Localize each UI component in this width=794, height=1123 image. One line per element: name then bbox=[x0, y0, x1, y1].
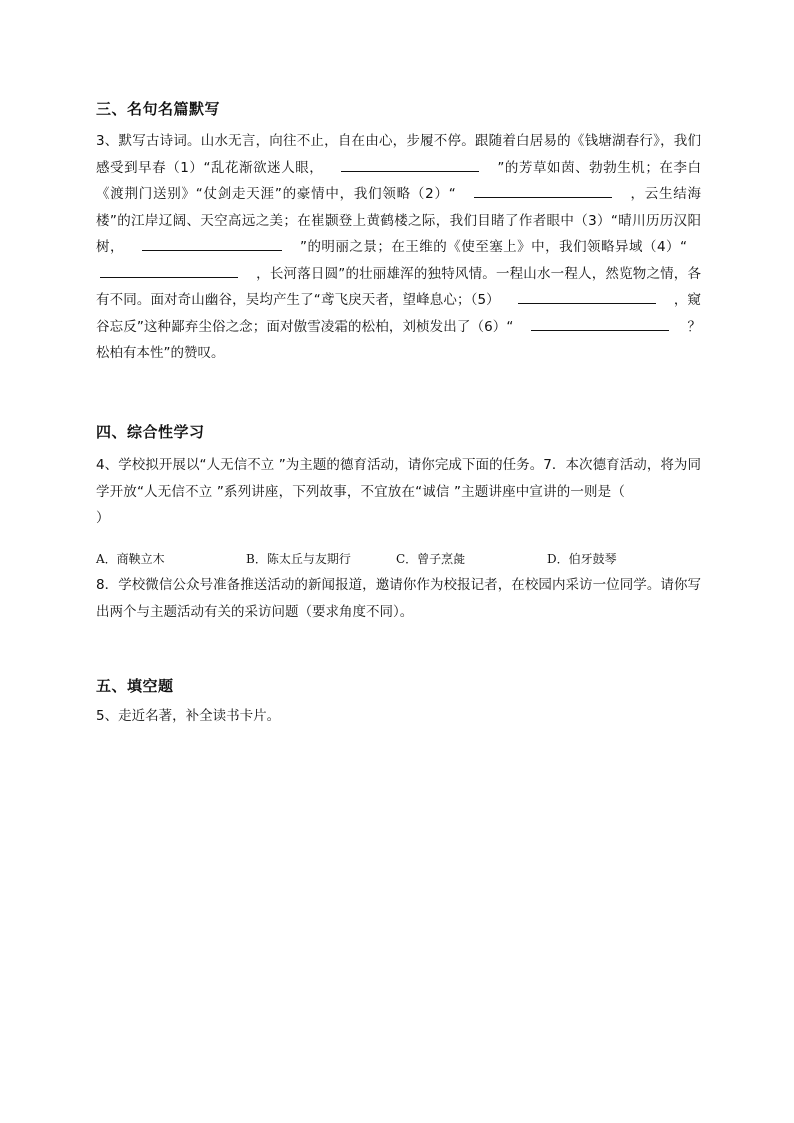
answer-blank-1[interactable] bbox=[341, 156, 479, 172]
option-d[interactable]: D．伯牙鼓琴 bbox=[547, 552, 617, 566]
q3-text-5: ，长河落日圆”的壮丽雄浑的独特风情。一程山水一程人，然览物之情，各有不同。面对奇山幽谷，吴均产生了“鸢飞戾天者，望峰息心；（5） bbox=[96, 265, 701, 308]
answer-blank-5[interactable] bbox=[518, 288, 656, 304]
answer-blank-6[interactable] bbox=[531, 315, 669, 331]
question-5 bbox=[96, 703, 701, 730]
q3-text-7: ？松柏有本性”的赞叹。 bbox=[96, 318, 702, 361]
option-a[interactable]: A．商鞅立木 bbox=[96, 552, 165, 566]
q3-text-4: ”的明丽之景；在王维的《使至塞上》中，我们领略异域（4）“ bbox=[299, 239, 688, 255]
q5-text: 5、走近名著，补全读书卡片。 bbox=[96, 708, 281, 724]
section-4-heading: 四、综合性学习 bbox=[96, 423, 205, 441]
section-5-heading: 五、填空题 bbox=[96, 677, 174, 695]
question-4 bbox=[96, 452, 701, 532]
option-b[interactable]: B．陈太丘与友期行 bbox=[246, 552, 351, 566]
q3-text-3: ，云生结海楼”的江岸辽阔、天空高远之美；在崔颢登上黄鹤楼之际，我们目睹了作者眼中（3）“晴川历历汉阳树， bbox=[96, 186, 701, 255]
answer-blank-4[interactable] bbox=[100, 262, 238, 278]
q3-text-2: ”的芳草如茵、勃勃生机；在李白《渡荆门送别》“仗剑走天涯”的豪情中，我们领略（2）“ bbox=[96, 159, 701, 202]
answer-blank-2[interactable] bbox=[474, 182, 612, 198]
q4-text: 4、学校拟开展以“人无信不立 ”为主题的德育活动，请你完成下面的任务。7．本次德育活动，将为同学开放“人无信不立 ”系列讲座，下列故事，不宜放在“诚信 ”主题讲座中宣讲的一则是（ bbox=[96, 457, 701, 500]
q4-close-paren: ） bbox=[96, 510, 110, 526]
q8-text: 8．学校微信公众号准备推送活动的新闻报道，邀请你作为校报记者，在校园内采访一位同学。请你写 出两个与主题活动有关的采访问题（要求角度不同）。 bbox=[96, 577, 701, 620]
q3-text-1: 3、默写古诗词。山水无言，向往不止，自在由心，步履不停。跟随着白居易的《钱塘湖春行》，我们感受到早春（1）“乱花渐欲迷人眼， bbox=[96, 133, 701, 176]
choice-options bbox=[96, 546, 696, 568]
q3-text-6: ，窥谷忘反”这种鄙弃尘俗之念；面对傲雪凌霜的松柏，刘桢发出了（6）“ bbox=[96, 292, 702, 335]
question-8 bbox=[96, 572, 701, 625]
question-3 bbox=[96, 128, 701, 367]
section-3-heading: 三、名句名篇默写 bbox=[96, 100, 221, 118]
option-c[interactable]: C．曾子烹彘 bbox=[396, 552, 466, 566]
answer-blank-3[interactable] bbox=[142, 235, 282, 251]
